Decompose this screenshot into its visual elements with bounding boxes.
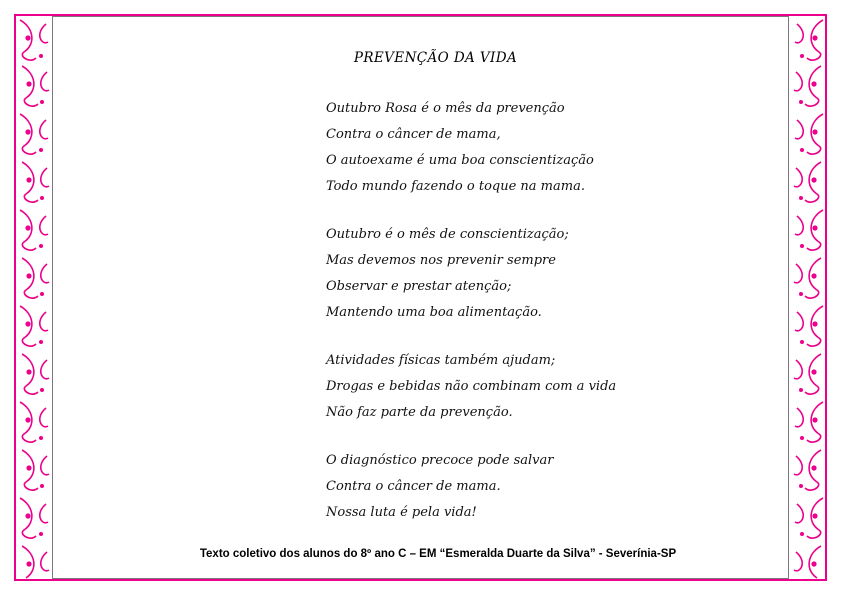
poem-line: Drogas e bebidas não combinam com a vida [326,379,617,394]
poem-stanza [326,348,755,426]
document-body [56,20,785,575]
poem-line: O autoexame é uma boa conscientização [326,153,594,168]
poem-line: Nossa luta é pela vida! [326,505,477,520]
decorative-border-right [791,14,827,581]
poem-line: Todo mundo fazendo o toque na mama. [326,179,585,194]
floral-border-icon [16,16,50,581]
decorative-border-left [14,14,50,581]
poem-line: O diagnóstico precoce pode salvar [326,453,554,468]
poem-stanza [326,96,755,200]
poem-line: Outubro é o mês de conscientização; [326,227,569,242]
poem-line: Atividades físicas também ajudam; [326,353,556,368]
poem-stanza [326,222,755,326]
poem-line: Outubro Rosa é o mês da prevenção [326,101,565,116]
poem-line: Observar e prestar atenção; [326,279,512,294]
poem-stanza [326,448,755,526]
poem-body [86,96,755,560]
floral-border-icon [791,16,827,581]
poem-line: Mantendo uma boa alimentação. [326,305,542,320]
page-title: PREVENÇÃO DA VIDA [353,50,518,66]
poem-line: Não faz parte da prevenção. [326,405,513,420]
credit-line: Texto coletivo dos alunos do 8º ano C – EM “Esmeralda Duarte da Silva” - Severínia-SP [199,548,677,560]
poem-line: Mas devemos nos prevenir sempre [326,253,556,268]
poem-line: Contra o câncer de mama, [326,127,501,142]
poem-line: Contra o câncer de mama. [326,479,501,494]
